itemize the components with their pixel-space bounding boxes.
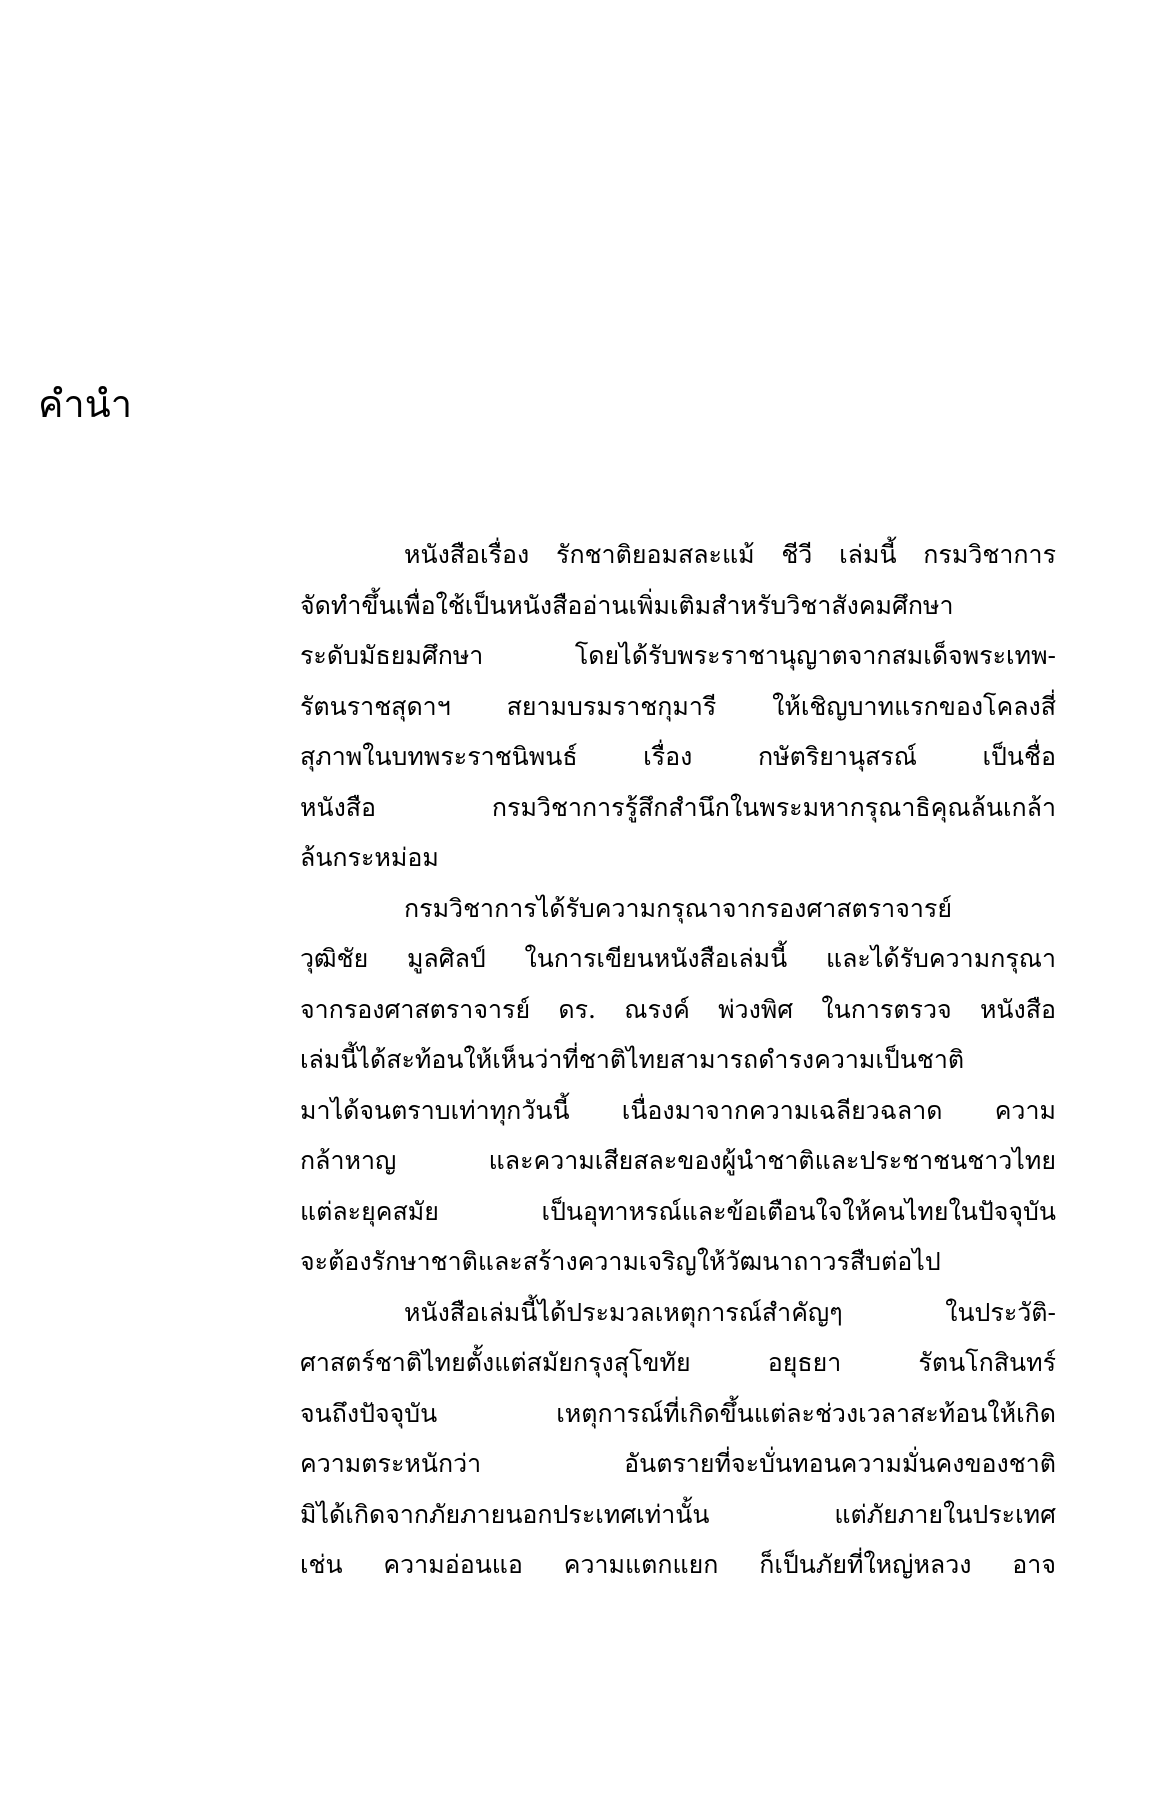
text-line: หนังสือเล่มนี้ได้ประมวลเหตุการณ์สำคัญๆ ในประวัติ- — [404, 1297, 1056, 1327]
text-line: มิได้เกิดจากภัยภายนอกประเทศเท่านั้น แต่ภัยภายในประเทศ — [300, 1499, 1056, 1529]
text-line: วุฒิชัย มูลศิลป์ ในการเขียนหนังสือเล่มนี้ และได้รับความกรุณา — [300, 944, 1056, 973]
text-line: รัตนราชสุดาฯ สยามบรมราชกุมารี ให้เชิญบาทแรกของโคลงสี่ — [300, 691, 1056, 721]
text-line: กรมวิชาการได้รับความกรุณาจากรองศาสตราจารย์ — [404, 893, 952, 923]
text-line: หนังสือ กรมวิชาการรู้สึกสำนึกในพระมหากรุณาธิคุณล้นเกล้า — [300, 792, 1056, 822]
text-line: ล้นกระหม่อม — [300, 843, 439, 872]
text-line: มาได้จนตราบเท่าทุกวันนี้ เนื่องมาจากความเฉลียวฉลาด ความ — [300, 1095, 1056, 1125]
text-line: จนถึงปัจจุบัน เหตุการณ์ที่เกิดขึ้นแต่ละช่วงเวลาสะท้อนให้เกิด — [300, 1398, 1056, 1428]
text-line: จัดทำขึ้นเพื่อใช้เป็นหนังสืออ่านเพิ่มเติมสำหรับวิชาสังคมศึกษา — [300, 590, 954, 620]
text-line: ระดับมัธยมศึกษา โดยได้รับพระราชานุญาตจากสมเด็จพระเทพ- — [300, 641, 1056, 670]
page-title: คำนำ — [38, 382, 133, 426]
text-line: สุภาพในบทพระราชนิพนธ์ เรื่อง กษัตริยานุสรณ์ เป็นชื่อ — [300, 742, 1056, 771]
body-text — [300, 530, 1056, 1591]
text-line: จากรองศาสตราจารย์ ดร. ณรงค์ พ่วงพิศ ในการตรวจ หนังสือ — [300, 994, 1056, 1024]
text-line: แต่ละยุคสมัย เป็นอุทาหรณ์และข้อเตือนใจให้คนไทยในปัจจุบัน — [300, 1196, 1056, 1226]
text-line: จะต้องรักษาชาติและสร้างความเจริญให้วัฒนาถาวรสืบต่อไป — [300, 1247, 941, 1276]
text-line: ความตระหนักว่า อันตรายที่จะบั่นทอนความมั่นคงของชาติ — [300, 1449, 1056, 1478]
text-line: เช่น ความอ่อนแอ ความแตกแยก ก็เป็นภัยที่ใหญ่หลวง อาจ — [300, 1550, 1056, 1579]
text-line: หนังสือเรื่อง รักชาติยอมสละแม้ ชีวี เล่มนี้ กรมวิชาการ — [404, 540, 1056, 569]
text-line: กล้าหาญ และความเสียสละของผู้นำชาติและประชาชนชาวไทย — [300, 1146, 1056, 1175]
text-line: เล่มนี้ได้สะท้อนให้เห็นว่าที่ชาติไทยสามารถดำรงความเป็นชาติ — [300, 1045, 965, 1074]
text-line: ศาสตร์ชาติไทยตั้งแต่สมัยกรุงสุโขทัย อยุธยา รัตนโกสินทร์ — [300, 1348, 1056, 1377]
